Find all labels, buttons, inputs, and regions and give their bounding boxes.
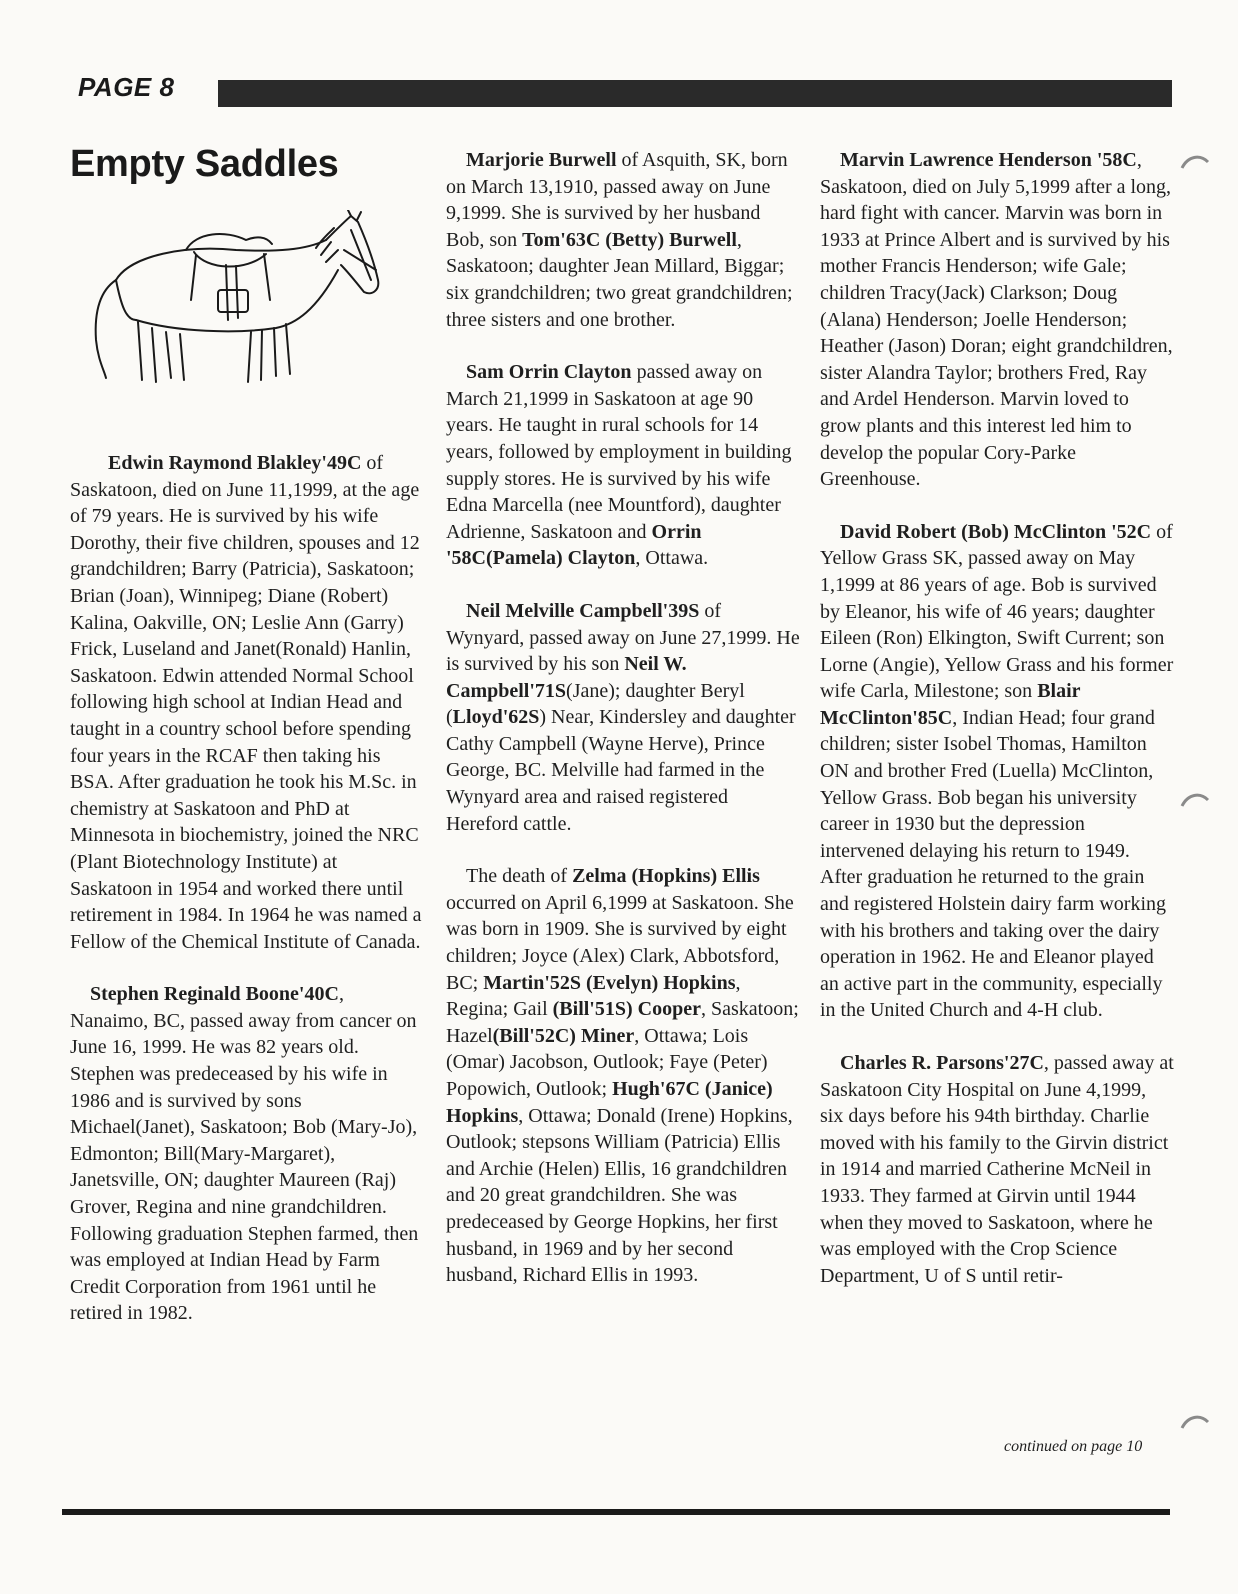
header-bar bbox=[218, 80, 1172, 107]
obituary-henderson: Marvin Lawrence Henderson '58C, Saskatoon, died on July 5,1999 after a long, hard fight with cancer. Marvin was born in 1933 at Prince Albert and is survived by his mother Francis Henderson; wife Gale; children Tracy(Jack) Clarkson; Doug (Alana) Henderson; Joelle Henderson; Heather (Jason) Doran; eight grandchildren, sister Alandra Taylor; brothers Fred, Ray and Ardel Henderson. Marvin loved to grow plants and this interest led him to develop the popular Cory-Parke Greenhouse. bbox=[820, 149, 1173, 491]
obituary-burwell: Marjorie Burwell of Asquith, SK, born on March 13,1910, passed away on June 9,1999. She is survived by her husband Bob, son Tom'63C (Betty) Burwell, Saskatoon; daughter Jean Millard, Biggar; six grandchildren; two great grandchildren; three sisters and one brother. bbox=[446, 149, 793, 331]
column-2 bbox=[446, 147, 801, 1315]
obituary-blakley: Edwin Raymond Blakley'49C of Saskatoon, died on June 11,1999, at the age of 79 years. He is survived by his wife Dorothy, their five children, spouses and 12 grandchildren; Barry (Patricia), Saskatoon; Brian (Joan), Winnipeg; Diane (Robert) Kalina, Oakville, ON; Leslie Ann (Garry) Frick, Luseland and Janet(Ronald) Hanlin, Saskatoon. Edwin attended Normal School following high school at Indian Head and taught in a country school before spending four years in the RCAF then taking his BSA. After graduation he took his M.Sc. in chemistry at Saskatoon and PhD at Minnesota in biochemistry, joined the NRC (Plant Biotechnology Institute) at Saskatoon in 1954 and worked there until retirement in 1984. In 1964 he was named a Fellow of the Chemical Institute of Canada. bbox=[70, 452, 422, 953]
saddled-horse-icon bbox=[76, 210, 386, 390]
binder-hole-icon bbox=[1180, 790, 1210, 810]
column-1 bbox=[70, 450, 422, 1353]
obituary-parsons: Charles R. Parsons'27C, passed away at Saskatoon City Hospital on June 4,1999, six days before his 94th birthday. Charlie moved with his family to the Girvin district in 1914 and married Catherine McNeil in 1933. They farmed at Girvin until 1944 when they moved to Saskatoon, where he was employed with the Crop Science Department, U of S until retir- bbox=[820, 1052, 1174, 1287]
section-title: Empty Saddles bbox=[70, 143, 339, 185]
footer-rule bbox=[62, 1509, 1170, 1515]
column-3 bbox=[820, 147, 1174, 1315]
binder-hole-icon bbox=[1180, 152, 1210, 172]
obituary-campbell: Neil Melville Campbell'39S of Wynyard, passed away on June 27,1999. He is survived by his son Neil W. Campbell'71S(Jane); daughter Beryl (Lloyd'62S) Near, Kindersley and daughter Cathy Campbell (Wayne Herve), Prince George, BC. Melville had farmed in the Wynyard area and raised registered Hereford cattle. bbox=[446, 599, 800, 835]
obituary-boone: Stephen Reginald Boone'40C, Nanaimo, BC, passed away from cancer on June 16, 1999. He was 82 years old. Stephen was predeceased by his wife in 1986 and is survived by sons Michael(Janet), Saskatoon; Bob (Mary-Jo), Edmonton; Bill(Mary-Margaret), Janetsville, ON; daughter Maureen (Raj) Grover, Regina and nine grandchildren. Following graduation Stephen farmed, then was employed at Indian Head by Farm Credit Corporation from 1961 until he retired in 1982. bbox=[70, 983, 419, 1325]
continued-note: continued on page 10 bbox=[1004, 1438, 1143, 1455]
obituary-ellis: The death of Zelma (Hopkins) Ellis occurred on April 6,1999 at Saskatoon. She was born in 1909. She is survived by eight children; Joyce (Alex) Clark, Abbotsford, BC; Martin'52S (Evelyn) Hopkins, Regina; Gail (Bill'51S) Cooper, Saskatoon; Hazel(Bill'52C) Miner, Ottawa; Lois (Omar) Jacobson, Outlook; Faye (Peter) Popowich, Outlook; Hugh'67C (Janice) Hopkins, Ottawa; Donald (Irene) Hopkins, Outlook; stepsons William (Patricia) Ellis and Archie (Helen) Ellis, 16 grandchildren and 20 great grandchildren. She was predeceased by George Hopkins, her first husband, in 1969 and by her second husband, Richard Ellis in 1993. bbox=[446, 865, 799, 1287]
page-number-label: PAGE 8 bbox=[78, 72, 175, 102]
obituary-clayton: Sam Orrin Clayton passed away on March 21,1999 in Saskatoon at age 90 years. He taught in rural schools for 14 years, followed by employment in building supply stores. He is survived by his wife Edna Marcella (nee Mountford), daughter Adrienne, Saskatoon and Orrin '58C(Pamela) Clayton, Ottawa. bbox=[446, 361, 792, 570]
binder-hole-icon bbox=[1180, 1412, 1210, 1432]
obituary-mcclinton: David Robert (Bob) McClinton '52C of Yellow Grass SK, passed away on May 1,1999 at 86 years of age. Bob is survived by Eleanor, his wife of 46 years; daughter Eileen (Ron) Elkington, Swift Current; son Lorne (Angie), Yellow Grass and his former wife Carla, Milestone; son Blair McClinton'85C, Indian Head; four grand children; sister Isobel Thomas, Hamilton ON and brother Fred (Luella) McClinton, Yellow Grass. Bob began his university career in 1930 but the depression intervened delaying his return to 1949. After graduation he returned to the grain and registered Holstein dairy farm working with his brothers and taking over the dairy operation in 1962. He and Eleanor played an active part in the community, especially in the United Church and 4-H club. bbox=[820, 520, 1174, 1022]
